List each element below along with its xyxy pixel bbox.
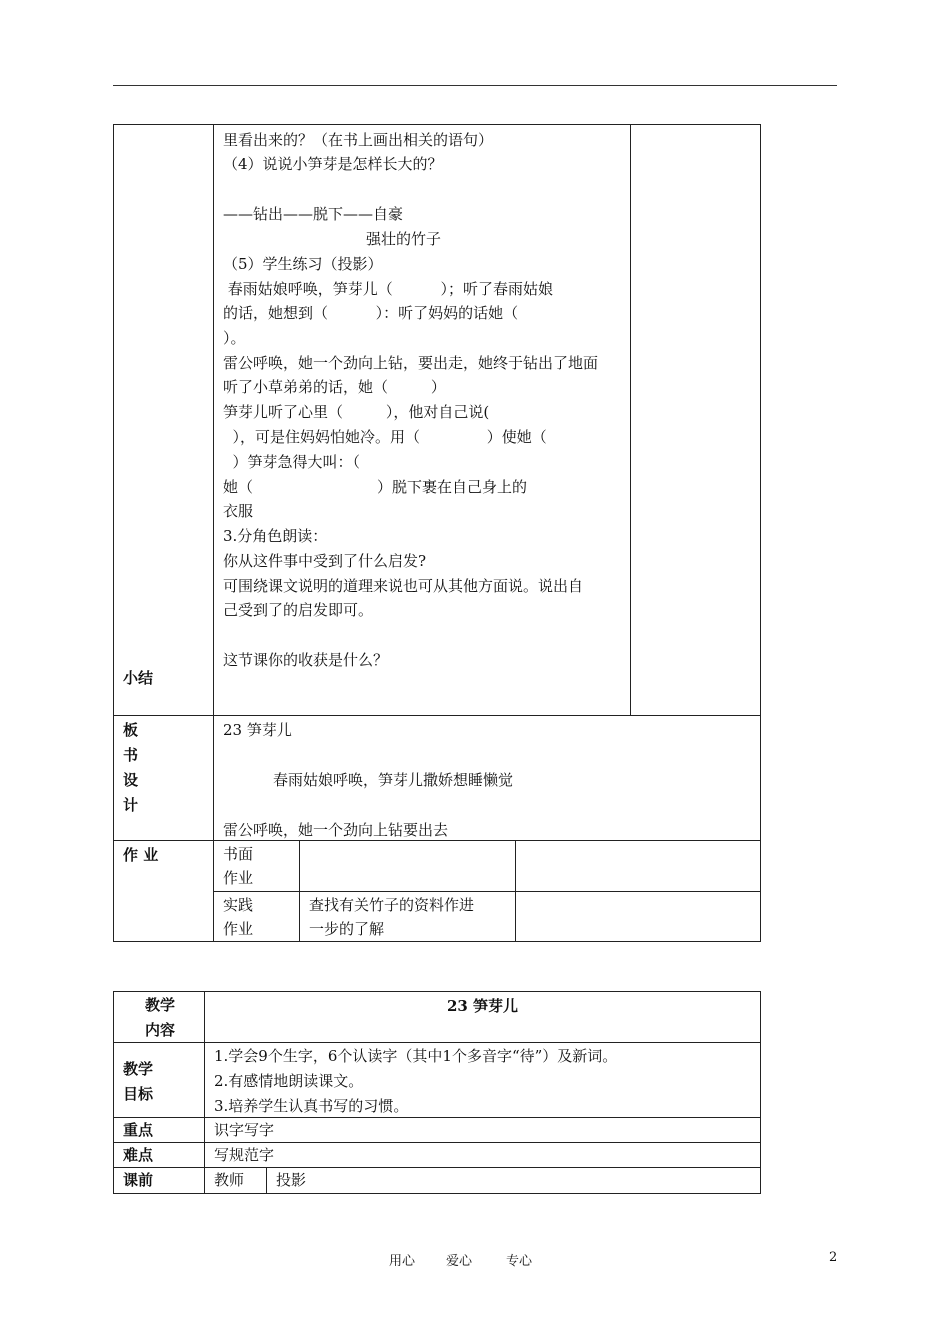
practice-label: 作业 xyxy=(223,920,254,938)
homework-label-cell xyxy=(114,841,214,942)
lesson-content-cell xyxy=(214,125,631,716)
lesson-line: ）。 xyxy=(223,329,246,347)
prep-label-cell xyxy=(114,1168,205,1194)
prep-role-cell xyxy=(205,1168,267,1194)
goals-cell xyxy=(205,1043,761,1118)
goals-label-cell xyxy=(114,1043,205,1118)
lesson-table xyxy=(113,124,761,942)
footer-motto: 用心 xyxy=(389,1254,416,1269)
board-line: 春雨姑娘呼唤，笋芽儿撒娇想睡懒觉 xyxy=(273,771,514,789)
goal-item: 1.学会9个生字，6个认读字（其中1个多音字“待”）及新词。 xyxy=(214,1047,618,1065)
page-number: 2 xyxy=(829,1250,838,1265)
notes-cell xyxy=(631,125,761,716)
lesson-line: 这节课你的收获是什么？ xyxy=(223,651,389,669)
lesson-line: 她（ ）脱下裹在自己身上的 xyxy=(223,478,527,496)
lesson-line: 里看出来的？（在书上画出相关的语句） xyxy=(223,131,494,149)
practice-label: 实践 xyxy=(223,896,254,914)
difficulty-label-cell xyxy=(114,1143,205,1168)
prep-label: 课前 xyxy=(123,1171,154,1189)
board-line: 23 笋芽儿 xyxy=(223,721,292,739)
goal-item: 3.培养学生认真书写的习惯。 xyxy=(214,1097,409,1115)
board-label-char: 板 xyxy=(123,721,139,739)
written-label-cell xyxy=(214,841,300,892)
lesson-line: ——钻出——脱下——自豪 xyxy=(223,205,404,223)
lesson-line: 衣服 xyxy=(223,502,254,520)
board-content-cell xyxy=(214,716,761,841)
footer-motto: 爱心 xyxy=(446,1254,473,1269)
lesson-line: 你从这件事中受到了什么启发? xyxy=(223,552,427,570)
difficulty-value: 写规范字 xyxy=(214,1146,275,1164)
lesson-line: ），可是住妈妈怕她冷。用（ ）使她（ xyxy=(223,428,547,446)
board-line: 雷公呼唤，她一个劲向上钻要出去 xyxy=(223,821,449,839)
lesson-line: 雷公呼唤，她一个劲向上钻，要出走，她终于钻出了地面 xyxy=(223,354,599,372)
prep-value-cell xyxy=(267,1168,761,1194)
lesson-line: 3.分角色朗读： xyxy=(223,527,328,545)
content-label-cell xyxy=(114,992,205,1043)
lesson-line: ）笋芽急得大叫：（ xyxy=(223,453,361,471)
summary-label-cell xyxy=(114,125,214,716)
lesson-line: 笋芽儿听了心里（ ），他对自己说( xyxy=(223,403,490,421)
written-label: 作业 xyxy=(223,869,254,887)
written-label: 书面 xyxy=(223,845,254,863)
goals-label: 教学 xyxy=(123,1060,154,1078)
board-label-char: 书 xyxy=(123,746,139,764)
key-label: 重点 xyxy=(123,1121,154,1139)
difficulty-cell xyxy=(205,1143,761,1168)
written-extra-cell xyxy=(516,841,761,892)
board-label-char: 计 xyxy=(123,796,139,814)
board-label-cell xyxy=(114,716,214,841)
content-label: 内容 xyxy=(145,1021,176,1039)
practice-content: 一步的了解 xyxy=(309,920,385,938)
summary-label: 小结 xyxy=(123,669,154,687)
difficulty-label: 难点 xyxy=(123,1146,154,1164)
key-cell xyxy=(205,1118,761,1143)
lesson-line: 强壮的竹子 xyxy=(366,230,442,248)
title-cell xyxy=(205,992,761,1043)
content-label: 教学 xyxy=(145,996,176,1014)
homework-label: 作 业 xyxy=(123,846,159,864)
prep-value: 投影 xyxy=(276,1171,307,1189)
goals-label: 目标 xyxy=(123,1085,154,1103)
key-label-cell xyxy=(114,1118,205,1143)
lesson-line: 的话，她想到（ ）：听了妈妈的话她（ xyxy=(223,304,519,322)
practice-content: 查找有关竹子的资料作进 xyxy=(309,896,475,914)
header-rule xyxy=(113,85,837,86)
lesson-line: 己受到了的启发即可。 xyxy=(223,601,374,619)
practice-content-cell xyxy=(300,892,516,942)
practice-extra-cell xyxy=(516,892,761,942)
lesson-plan-table xyxy=(113,991,761,1194)
prep-role: 教师 xyxy=(214,1171,245,1189)
footer-motto: 专心 xyxy=(506,1254,533,1269)
goal-item: 2.有感情地朗读课文。 xyxy=(214,1072,364,1090)
lesson-line: 听了小草弟弟的话，她（ ） xyxy=(223,378,446,396)
lesson-line: 可围绕课文说明的道理来说也可从其他方面说。说出自 xyxy=(223,577,584,595)
board-label-char: 设 xyxy=(123,771,139,789)
key-value: 识字写字 xyxy=(214,1121,275,1139)
written-content-cell xyxy=(300,841,516,892)
lesson-line: （5）学生练习（投影） xyxy=(223,255,383,273)
lesson-line: （4）说说小笋芽是怎样长大的？ xyxy=(223,155,443,173)
lesson-title: 23 笋芽儿 xyxy=(446,997,519,1015)
practice-label-cell xyxy=(214,892,300,942)
lesson-line: 春雨姑娘呼唤，笋芽儿（ ）；听了春雨姑娘 xyxy=(223,280,553,298)
